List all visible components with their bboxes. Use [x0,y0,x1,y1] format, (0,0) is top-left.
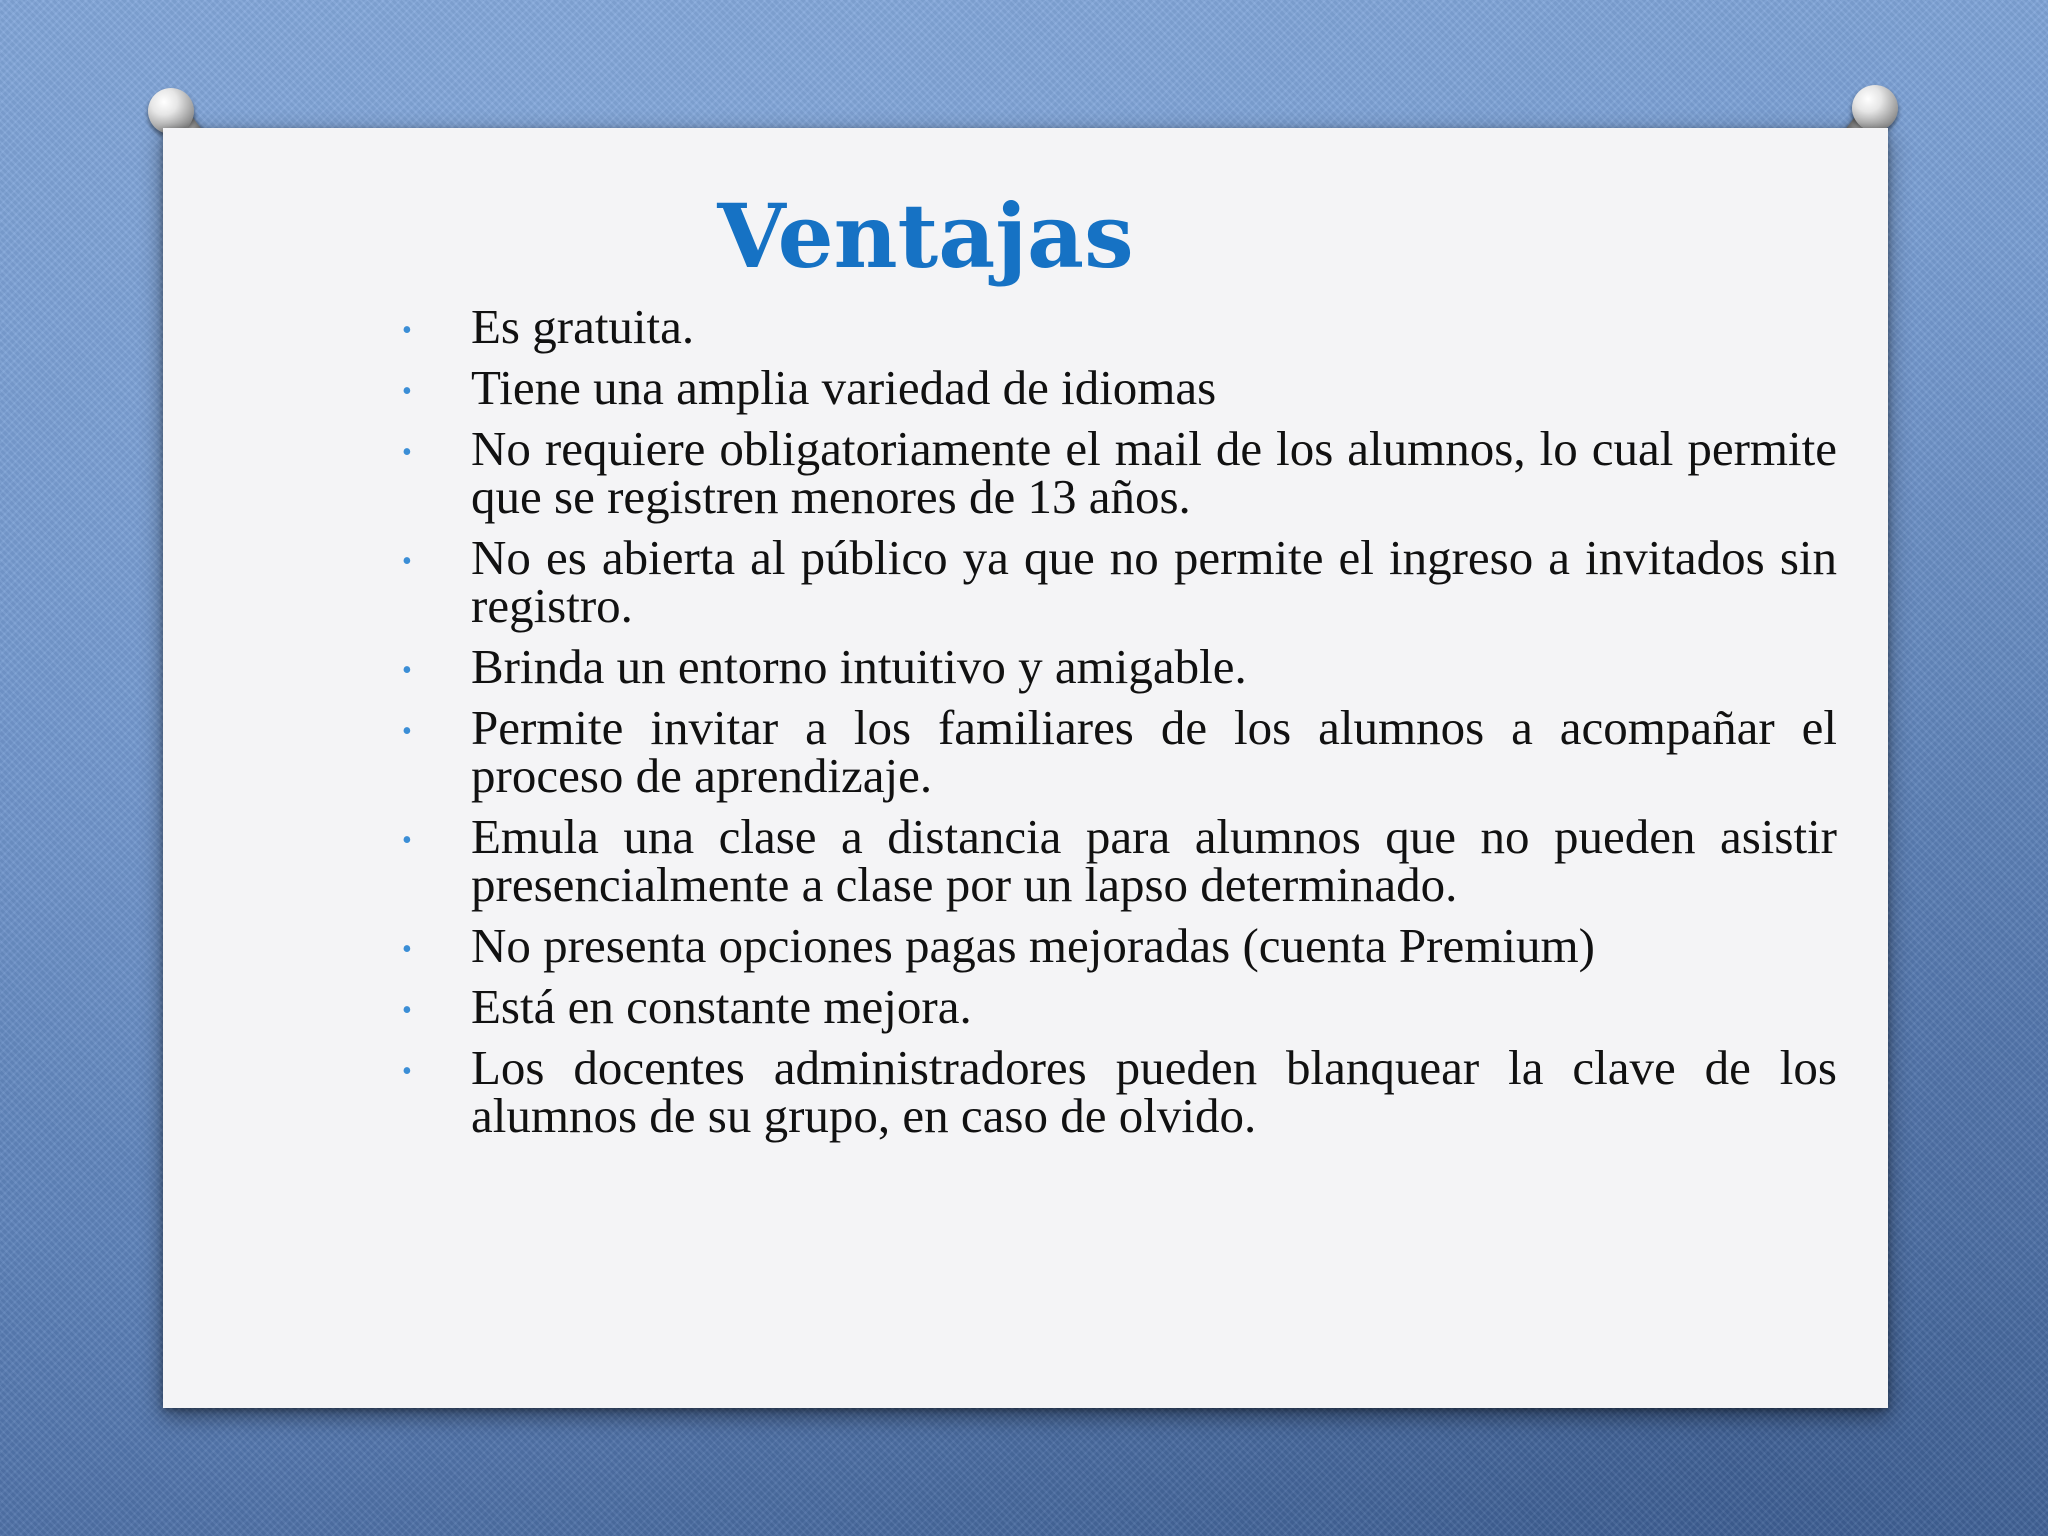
slide-title: Ventajas [717,184,1134,288]
bullet-text: No presenta opciones pagas mejoradas (cuenta Premium) [471,918,1595,973]
bullet-dot: • [402,315,412,346]
bullet-dot: • [402,376,412,407]
bullet-item [402,979,1837,1034]
bullet-dot: • [402,437,412,468]
bullet-item [402,918,1837,973]
bullet-dot: • [402,716,412,747]
bullet-dot: • [402,546,412,577]
bullet-text: Brinda un entorno intuitivo y amigable. [471,639,1247,694]
bullet-text: Los docentes administradores pueden blanquear la clave de los alumnos de su grupo, en caso de olvido. [471,1040,1837,1143]
bullet-dot: • [402,934,412,965]
bullet-item [402,809,1837,912]
bullet-dot: • [402,995,412,1026]
bullet-item [402,530,1837,633]
slide-card [163,128,1888,1408]
bullet-item [402,299,1837,354]
bullet-text: No requiere obligatoriamente el mail de los alumnos, lo cual permite que se registren menores de 13 años. [471,421,1837,524]
bullet-text: Es gratuita. [471,299,695,354]
bullet-item [402,360,1837,415]
bullet-text: Está en constante mejora. [471,979,972,1034]
bullet-text: Tiene una amplia variedad de idiomas [471,360,1217,415]
bullet-dot: • [402,1056,412,1087]
bullet-text: Emula una clase a distancia para alumnos que no pueden asistir presencialmente a clase por un lapso determinado. [471,809,1837,912]
bullet-item [402,700,1837,803]
bullet-item [402,639,1837,694]
bullet-text: No es abierta al público ya que no permite el ingreso a invitados sin registro. [471,530,1837,633]
bullet-item [402,1040,1837,1143]
bullet-list [378,299,1908,1153]
bullet-text: Permite invitar a los familiares de los alumnos a acompañar el proceso de aprendizaje. [471,700,1837,803]
bullet-dot: • [402,655,412,686]
bullet-item [402,421,1837,524]
bullet-dot: • [402,825,412,856]
pushpin-head [1852,85,1898,131]
